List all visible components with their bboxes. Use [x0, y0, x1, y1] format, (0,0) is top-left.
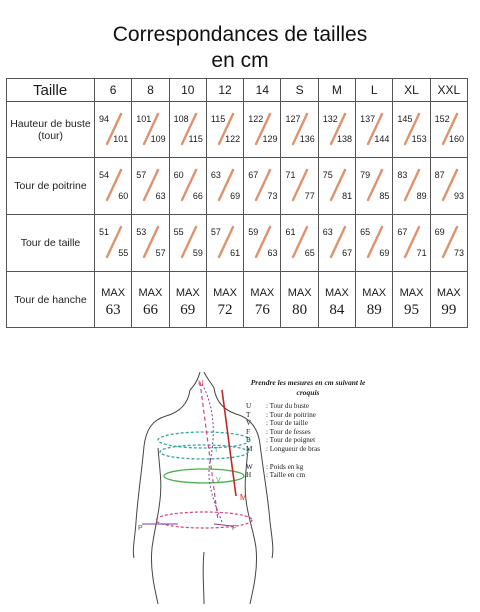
range-min: 79	[360, 170, 371, 180]
center-line	[202, 384, 222, 522]
range-min: 65	[360, 227, 371, 237]
range-min: 53	[136, 227, 147, 237]
range-max: 59	[192, 248, 203, 258]
marker-v: V	[216, 477, 221, 484]
range-max: 57	[155, 248, 166, 258]
legend-key: U	[246, 402, 252, 410]
range-cell-content	[356, 215, 392, 271]
range-min: 152	[434, 114, 450, 124]
range-max: 160	[448, 134, 464, 144]
range-cell-content	[356, 102, 392, 157]
range-cell-content	[170, 158, 206, 214]
range-min: 54	[99, 170, 110, 180]
range-max: 136	[299, 134, 315, 144]
range-cell-content	[319, 158, 355, 214]
range-cell	[430, 102, 467, 158]
range-cell-content	[319, 102, 355, 157]
range-cell	[206, 215, 243, 272]
legend-key: M	[246, 444, 253, 453]
range-cell	[206, 158, 243, 215]
range-cell	[169, 102, 206, 158]
range-cell	[430, 158, 467, 215]
range-cell-content	[431, 158, 467, 214]
legend-key: V	[246, 419, 252, 428]
range-cell-content	[393, 215, 429, 271]
range-cell	[132, 102, 169, 158]
range-max: 69	[230, 191, 241, 201]
range-cell	[244, 102, 281, 158]
range-cell	[393, 215, 430, 272]
row-tour-taille	[7, 215, 468, 272]
max-label: MAX	[287, 286, 312, 299]
page-title	[0, 22, 480, 74]
range-min: 71	[285, 170, 296, 180]
row-label: Tour de hanche	[7, 272, 95, 328]
range-min: 83	[397, 170, 408, 180]
range-cell-content	[207, 158, 243, 214]
range-max: 138	[337, 134, 353, 144]
range-min: 132	[322, 114, 338, 124]
legend-item	[246, 463, 320, 472]
legend-key: T	[246, 410, 251, 419]
max-label: MAX	[250, 286, 275, 299]
range-cell	[95, 158, 132, 215]
range-min: 59	[248, 227, 259, 237]
range-cell	[318, 158, 355, 215]
range-cell-content	[132, 158, 168, 214]
range-min: 57	[210, 227, 221, 237]
hip-max-cell	[206, 272, 243, 328]
range-cell	[281, 158, 318, 215]
range-cell	[393, 158, 430, 215]
header-row	[7, 79, 468, 102]
row-tour-hanche	[7, 272, 468, 328]
range-cell	[169, 215, 206, 272]
range-min: 108	[173, 114, 189, 124]
legend-item	[246, 471, 320, 480]
max-label: MAX	[101, 286, 126, 299]
max-value: 84	[329, 301, 345, 318]
range-cell-content	[244, 158, 280, 214]
range-max: 63	[155, 191, 166, 201]
range-cell	[169, 158, 206, 215]
size-header: 12	[206, 79, 243, 102]
range-cell	[318, 215, 355, 272]
range-max: 55	[118, 248, 129, 258]
range-max: 60	[118, 191, 129, 201]
range-cell	[244, 215, 281, 272]
range-max: 93	[453, 191, 464, 201]
range-max: 61	[230, 248, 241, 258]
range-cell-content	[95, 102, 131, 157]
range-cell	[132, 158, 169, 215]
size-header: L	[356, 79, 393, 102]
hip-max-cell	[244, 272, 281, 328]
hip-max-cell	[132, 272, 169, 328]
range-cell	[281, 102, 318, 158]
range-max: 73	[267, 191, 278, 201]
range-cell	[356, 158, 393, 215]
range-max: 69	[379, 248, 390, 258]
max-value: 89	[366, 301, 382, 318]
range-max: 153	[411, 134, 427, 144]
range-min: 51	[99, 227, 110, 237]
legend-text: : Tour du buste	[266, 402, 310, 410]
legend-text: : Tour de taille	[266, 419, 308, 428]
max-value: 99	[441, 301, 457, 318]
wrist-line-right	[214, 524, 232, 526]
range-cell-content	[244, 102, 280, 157]
range-cell	[356, 102, 393, 158]
marker-t: T	[214, 447, 219, 454]
range-max: 89	[416, 191, 427, 201]
legend-item	[246, 402, 320, 411]
legend-text: : Longueur de bras	[266, 444, 321, 453]
range-max: 67	[342, 248, 353, 258]
range-max: 77	[304, 191, 315, 201]
legend-key: W	[246, 462, 253, 471]
range-cell	[318, 102, 355, 158]
size-header: 6	[95, 79, 132, 102]
size-header: 8	[132, 79, 169, 102]
range-cell	[430, 215, 467, 272]
range-max: 122	[225, 134, 241, 144]
marker-f: F	[232, 525, 237, 532]
range-cell-content	[281, 215, 317, 271]
measurement-legend	[246, 402, 320, 480]
range-cell-content	[95, 158, 131, 214]
legend-text: : Tour de fesses	[266, 427, 311, 436]
marker-p: P	[138, 525, 143, 532]
hip-max-cell	[356, 272, 393, 328]
range-cell	[95, 102, 132, 158]
max-label: MAX	[175, 286, 200, 299]
legend-text: : Tour de poitrine	[266, 410, 316, 419]
max-value: 76	[254, 301, 270, 318]
range-min: 94	[99, 114, 110, 124]
range-cell	[132, 215, 169, 272]
size-header: S	[281, 79, 318, 102]
max-value: 69	[180, 301, 196, 318]
hip-max-cell	[393, 272, 430, 328]
max-value: 72	[217, 301, 233, 318]
legend-item	[246, 419, 320, 428]
legend-title: Prendre les mesures en cm suivant le croquis	[250, 378, 366, 397]
header-taille: Taille	[7, 79, 95, 102]
size-header: XL	[393, 79, 430, 102]
range-max: 144	[374, 134, 390, 144]
range-cell-content	[281, 102, 317, 157]
range-min: 122	[248, 114, 264, 124]
range-max: 81	[342, 191, 353, 201]
range-cell-content	[132, 102, 168, 157]
range-max: 85	[379, 191, 390, 201]
range-cell-content	[95, 215, 131, 271]
legend-item	[246, 428, 320, 437]
range-cell-content	[244, 215, 280, 271]
range-cell-content	[170, 215, 206, 271]
range-max: 115	[188, 134, 203, 144]
size-header: 10	[169, 79, 206, 102]
range-cell-content	[356, 158, 392, 214]
range-cell	[244, 158, 281, 215]
range-min: 61	[285, 227, 296, 237]
max-value: 66	[142, 301, 158, 318]
range-cell	[356, 215, 393, 272]
range-cell-content	[319, 215, 355, 271]
legend-text: : Tour de poignet	[266, 436, 316, 445]
range-cell	[206, 102, 243, 158]
range-min: 115	[210, 114, 226, 124]
range-min: 145	[397, 114, 413, 124]
range-min: 137	[360, 114, 376, 124]
range-cell-content	[207, 102, 243, 157]
range-min: 67	[397, 227, 408, 237]
hip-max-cell	[281, 272, 318, 328]
row-label: Hauteur de buste (tour)	[7, 102, 95, 158]
range-min: 87	[434, 170, 445, 180]
range-max: 65	[304, 248, 315, 258]
size-header: M	[318, 79, 355, 102]
hip-line	[156, 512, 252, 528]
size-header: XXL	[430, 79, 467, 102]
range-cell-content	[431, 102, 467, 157]
range-min: 63	[210, 170, 221, 180]
range-min: 55	[173, 227, 184, 237]
legend-text: : Poids en kg	[266, 462, 304, 471]
range-max: 66	[192, 191, 203, 201]
legend-key: H	[246, 471, 252, 480]
range-cell-content	[132, 215, 168, 271]
legend-item	[246, 445, 320, 454]
range-max: 109	[150, 134, 166, 144]
row-hauteur-buste	[7, 102, 468, 158]
row-label: Tour de taille	[7, 215, 95, 272]
range-min: 75	[322, 170, 333, 180]
max-value: 63	[105, 301, 121, 318]
hip-max-cell	[318, 272, 355, 328]
max-value: 95	[404, 301, 420, 318]
max-label: MAX	[325, 286, 349, 299]
marker-u: U	[198, 379, 204, 388]
range-cell-content	[431, 215, 467, 271]
size-chart-table	[6, 78, 468, 328]
max-label: MAX	[436, 286, 461, 299]
range-min: 57	[136, 170, 147, 180]
range-min: 127	[285, 114, 301, 124]
max-label: MAX	[362, 286, 387, 299]
range-max: 63	[267, 248, 278, 258]
range-min: 69	[434, 227, 445, 237]
legend-item	[246, 411, 320, 420]
legend-key: P	[246, 436, 250, 445]
range-max: 129	[262, 134, 278, 144]
title-line-2: en cm	[211, 49, 269, 72]
chest-line	[160, 445, 248, 459]
max-value: 80	[292, 301, 308, 318]
range-cell-content	[207, 215, 243, 271]
legend-item	[246, 436, 320, 445]
row-tour-poitrine	[7, 158, 468, 215]
range-max: 71	[416, 248, 427, 258]
max-label: MAX	[399, 286, 424, 299]
size-header: 14	[244, 79, 281, 102]
range-cell-content	[393, 158, 429, 214]
row-label: Tour de poitrine	[7, 158, 95, 215]
hip-max-cell	[169, 272, 206, 328]
range-cell	[393, 102, 430, 158]
range-max: 101	[113, 134, 129, 144]
range-cell-content	[170, 102, 206, 157]
hip-max-cell	[430, 272, 467, 328]
hip-max-cell	[95, 272, 132, 328]
max-label: MAX	[213, 286, 237, 299]
legend-key: F	[246, 427, 250, 436]
title-line-1: Correspondances de tailles	[112, 23, 368, 46]
range-cell	[281, 215, 318, 272]
range-cell-content	[393, 102, 429, 157]
legend-text: : Taille en cm	[266, 471, 306, 480]
arm-length-line	[222, 390, 236, 496]
range-cell	[95, 215, 132, 272]
range-min: 63	[322, 227, 333, 237]
range-cell-content	[281, 158, 317, 214]
range-min: 101	[136, 114, 152, 124]
max-label: MAX	[138, 286, 163, 299]
marker-m: M	[240, 493, 247, 502]
range-max: 73	[453, 248, 464, 258]
range-min: 67	[248, 170, 259, 180]
range-min: 60	[173, 170, 184, 180]
